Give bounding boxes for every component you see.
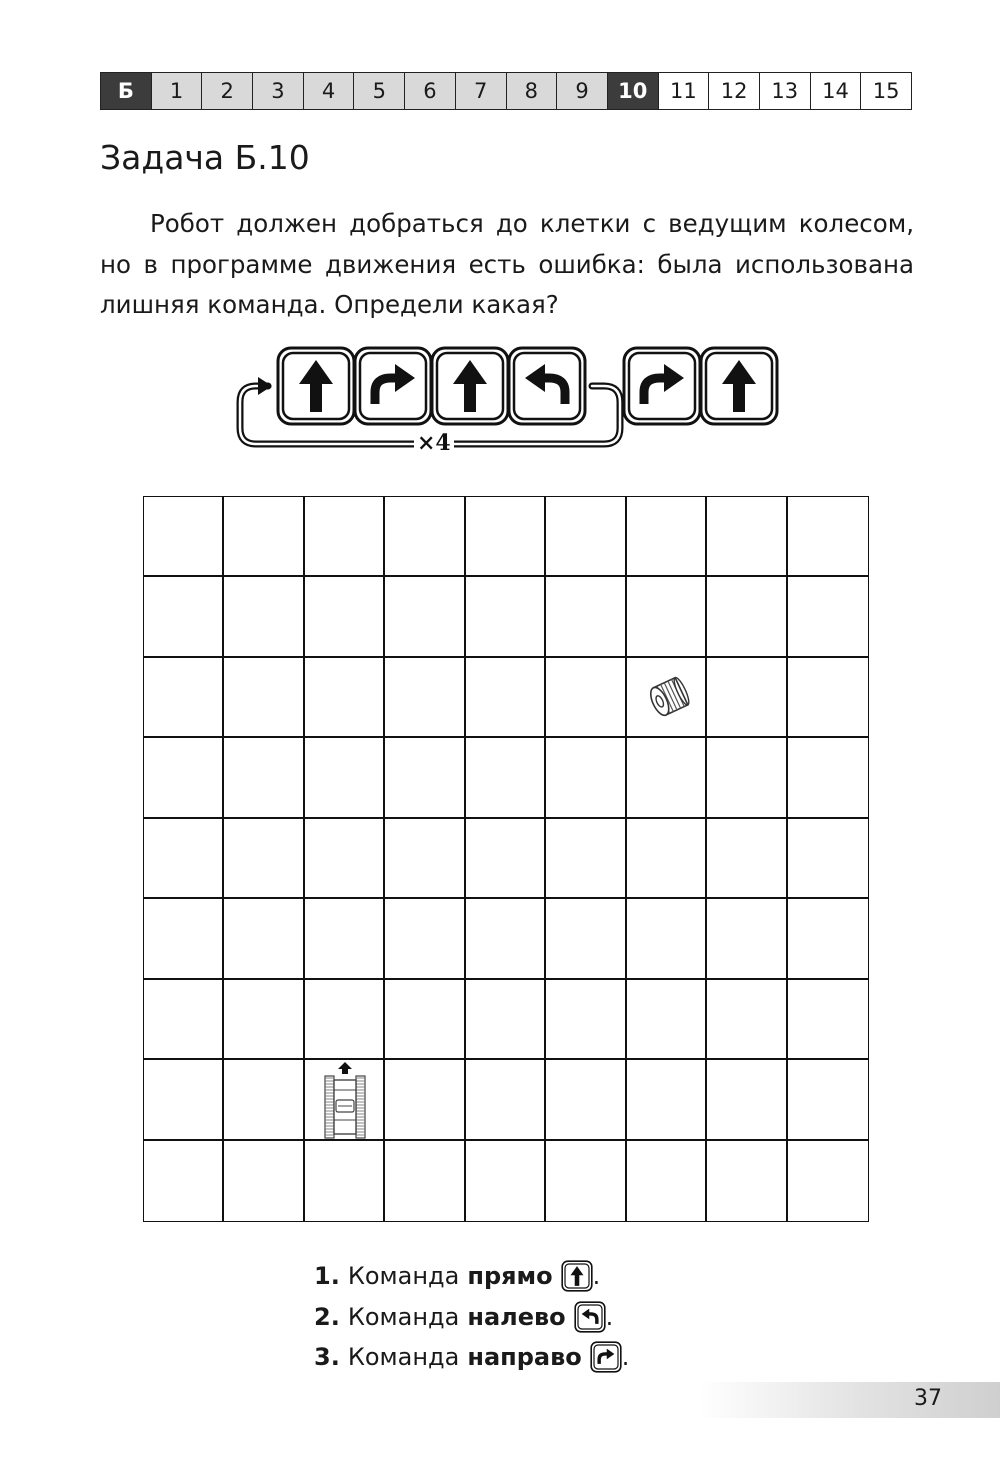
nav-item-1: 1 xyxy=(151,73,202,109)
robot-icon xyxy=(305,1060,385,1140)
legend-item xyxy=(314,1297,629,1338)
loop-arrow-head xyxy=(258,377,272,395)
field-cell xyxy=(224,899,304,979)
legend-command-name: прямо xyxy=(467,1262,553,1291)
field-cell xyxy=(385,658,465,738)
field-cell xyxy=(788,658,868,738)
field-cell xyxy=(305,497,385,577)
field-cell xyxy=(466,658,546,738)
field-cell xyxy=(224,577,304,657)
field-cell xyxy=(788,819,868,899)
legend-command-name: направо xyxy=(467,1343,582,1372)
field-cell xyxy=(385,980,465,1060)
field-cell xyxy=(788,738,868,818)
field-cell xyxy=(305,980,385,1060)
field-cell xyxy=(144,497,224,577)
wheel-icon xyxy=(627,658,707,738)
nav-item-6: 6 xyxy=(404,73,455,109)
task-title: Задача Б.10 xyxy=(100,138,310,177)
nav-item-7: 7 xyxy=(455,73,506,109)
page-number-bar xyxy=(700,1382,1000,1418)
field-cell xyxy=(707,577,787,657)
legend-number: 2. xyxy=(314,1302,340,1331)
field-cell xyxy=(144,658,224,738)
robot-field xyxy=(143,496,869,1222)
legend-prefix: Команда xyxy=(347,1262,460,1291)
field-cell xyxy=(707,899,787,979)
field-cell xyxy=(144,1060,224,1140)
field-cell xyxy=(305,899,385,979)
field-cell xyxy=(546,819,626,899)
field-cell xyxy=(627,658,707,738)
loop-command-1 xyxy=(278,348,354,424)
legend-number: 1. xyxy=(314,1262,340,1291)
field-cell xyxy=(707,738,787,818)
field-cell xyxy=(546,1141,626,1221)
legend-prefix: Команда xyxy=(347,1343,460,1372)
field-cell xyxy=(707,1060,787,1140)
nav-item-11: 11 xyxy=(658,73,709,109)
field-cell xyxy=(385,819,465,899)
nav-item-13: 13 xyxy=(759,73,810,109)
field-cell xyxy=(707,980,787,1060)
field-cell xyxy=(385,1060,465,1140)
field-cell xyxy=(627,899,707,979)
field-cell xyxy=(305,1060,385,1140)
field-cell xyxy=(788,1141,868,1221)
loop-repeat-label: ×4 xyxy=(414,430,454,456)
legend-suffix: . xyxy=(621,1343,630,1372)
field-cell xyxy=(466,738,546,818)
legend-number: 3. xyxy=(314,1343,340,1372)
loop-command-2 xyxy=(355,348,431,424)
field-cell xyxy=(466,1060,546,1140)
field-cell xyxy=(627,1060,707,1140)
field-cell xyxy=(144,980,224,1060)
field-cell xyxy=(788,899,868,979)
field-cell xyxy=(707,819,787,899)
field-cell xyxy=(144,819,224,899)
nav-item-8: 8 xyxy=(506,73,557,109)
field-cell xyxy=(385,577,465,657)
field-cell xyxy=(305,658,385,738)
field-cell xyxy=(224,658,304,738)
nav-item-3: 3 xyxy=(252,73,303,109)
field-cell xyxy=(627,1141,707,1221)
field-cell xyxy=(144,577,224,657)
field-cell xyxy=(385,497,465,577)
field-cell xyxy=(466,980,546,1060)
nav-item-12: 12 xyxy=(708,73,759,109)
field-cell xyxy=(627,738,707,818)
field-cell xyxy=(627,577,707,657)
nav-item-14: 14 xyxy=(810,73,861,109)
field-cell xyxy=(466,1141,546,1221)
nav-item-15: 15 xyxy=(860,73,911,109)
field-cell xyxy=(305,819,385,899)
field-cell xyxy=(224,1060,304,1140)
field-cell xyxy=(788,980,868,1060)
field-cell xyxy=(224,980,304,1060)
field-cell xyxy=(627,819,707,899)
field-cell xyxy=(466,899,546,979)
nav-item-9: 9 xyxy=(556,73,607,109)
field-cell xyxy=(224,819,304,899)
field-cell xyxy=(305,738,385,818)
task-description: Робот должен добраться до клетки с ведущим колесом, но в программе движения есть ошибка: была использована лишняя команда. Определи какая? xyxy=(100,209,914,319)
turn-left-icon xyxy=(574,1301,606,1333)
field-cell xyxy=(144,738,224,818)
turn-right-icon xyxy=(590,1341,622,1373)
field-cell xyxy=(385,899,465,979)
after-command-1 xyxy=(624,348,700,424)
field-cell xyxy=(707,1141,787,1221)
nav-item-5: 5 xyxy=(353,73,404,109)
field-cell xyxy=(466,577,546,657)
legend-item xyxy=(314,1337,629,1378)
legend-item xyxy=(314,1256,629,1297)
field-cell xyxy=(707,497,787,577)
legend-suffix: . xyxy=(605,1302,614,1331)
field-cell xyxy=(305,577,385,657)
field-cell xyxy=(144,899,224,979)
legend-prefix: Команда xyxy=(347,1302,460,1331)
command-legend xyxy=(314,1256,629,1378)
nav-item-2: 2 xyxy=(201,73,252,109)
nav-item-4: 4 xyxy=(303,73,354,109)
field-cell xyxy=(707,658,787,738)
field-cell xyxy=(788,497,868,577)
page-number: 37 xyxy=(914,1386,942,1411)
field-cell xyxy=(546,577,626,657)
field-cell xyxy=(627,980,707,1060)
field-cell xyxy=(546,1060,626,1140)
field-cell xyxy=(305,1141,385,1221)
field-cell xyxy=(546,980,626,1060)
after-command-2 xyxy=(701,348,777,424)
arrow-up-icon xyxy=(561,1260,593,1292)
nav-item-Б: Б xyxy=(101,73,151,109)
field-cell xyxy=(788,1060,868,1140)
field-cell xyxy=(144,1141,224,1221)
legend-suffix: . xyxy=(592,1262,601,1291)
field-cell xyxy=(788,577,868,657)
field-cell xyxy=(224,1141,304,1221)
field-cell xyxy=(224,738,304,818)
field-cell xyxy=(546,899,626,979)
field-cell xyxy=(224,497,304,577)
nav-item-10: 10 xyxy=(607,73,658,109)
loop-command-3 xyxy=(432,348,508,424)
field-cell xyxy=(466,819,546,899)
program-diagram xyxy=(0,0,1000,470)
field-cell xyxy=(546,738,626,818)
field-cell xyxy=(546,658,626,738)
field-cell xyxy=(546,497,626,577)
legend-command-name: налево xyxy=(467,1302,566,1331)
field-cell xyxy=(385,738,465,818)
field-cell xyxy=(627,497,707,577)
field-cell xyxy=(466,497,546,577)
loop-command-4 xyxy=(509,348,585,424)
field-cell xyxy=(385,1141,465,1221)
